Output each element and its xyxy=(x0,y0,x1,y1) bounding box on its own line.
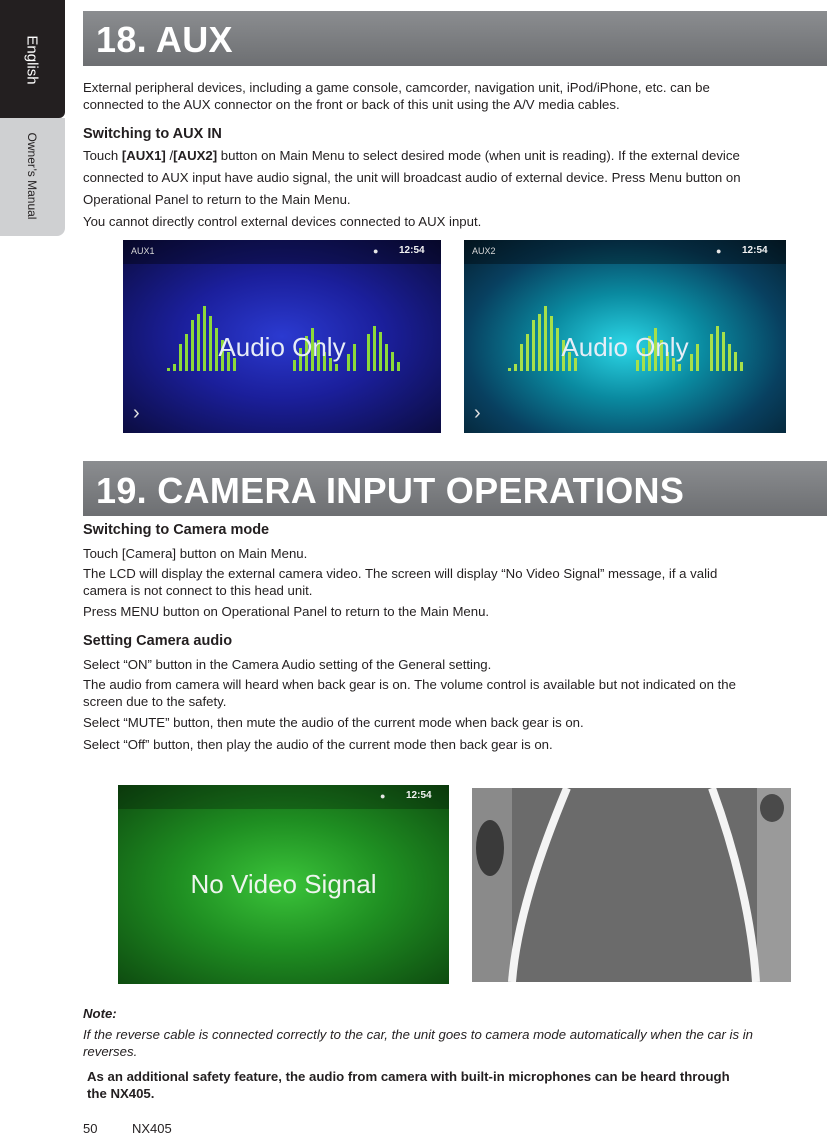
page-number: 50 xyxy=(83,1121,98,1136)
model-name: NX405 xyxy=(132,1121,172,1136)
camera-line-2: The LCD will display the external camera video. The screen will display “No Video Signal” message, if a valid camera is not connect to this head unit. xyxy=(83,566,718,598)
chevron-right-icon[interactable]: › xyxy=(474,402,481,424)
clock: 12:54 xyxy=(742,245,768,256)
camera-audio-line-4: Select “Off” button, then play the audio of the current mode then back gear is on. xyxy=(83,737,553,752)
aux-section-heading: 18. AUX xyxy=(83,11,827,66)
aux-subheading: Switching to AUX IN xyxy=(83,126,222,142)
aux-switching-paragraph: Touch [AUX1] /[AUX2] button on Main Menu to select desired mode (when unit is reading). If the external device connected to AUX input have audio signal, the unit will broadcast audio of external device. Press Menu button on Operational Panel to return to the Main Menu. You cannot directly control external devices connected to AUX input. xyxy=(83,148,741,229)
audio-only-message: Audio Only xyxy=(218,332,346,362)
safety-note: As an additional safety feature, the audio from camera with built-in microphones can be heard through the NX405. xyxy=(87,1069,730,1101)
rear-camera-view xyxy=(472,788,791,982)
camera-section-heading: 19. CAMERA INPUT OPERATIONS xyxy=(83,461,827,516)
note-label: Note: xyxy=(83,1006,117,1021)
note-text: If the reverse cable is connected correctly to the car, the unit goes to camera mode automatically when the car is in reverses. xyxy=(83,1027,753,1059)
chevron-right-icon[interactable]: › xyxy=(133,402,140,424)
aux2-screen-label: AUX2 xyxy=(472,246,496,256)
camera-line-3: Press MENU button on Operational Panel to return to the Main Menu. xyxy=(83,604,490,619)
owners-manual-tab xyxy=(0,118,65,236)
camera-audio-line-2: The audio from camera will heard when back gear is on. The volume control is available but not indicated on the screen due to the safety. xyxy=(83,677,736,709)
bluetooth-icon: ● xyxy=(380,791,386,801)
no-video-signal-message: No Video Signal xyxy=(190,869,377,899)
camera-audio-subheading: Setting Camera audio xyxy=(83,633,233,649)
owners-manual-tab-label: Owner’s Manual xyxy=(25,132,39,220)
aux2-screenshot xyxy=(464,240,786,433)
camera-audio-line-1: Select “ON” button in the Camera Audio setting of the General setting. xyxy=(83,657,492,672)
camera-line-1: Touch [Camera] button on Main Menu. xyxy=(83,546,308,561)
clock: 12:54 xyxy=(399,245,425,256)
bluetooth-icon: ● xyxy=(716,246,722,256)
camera-mode-subheading: Switching to Camera mode xyxy=(83,522,270,538)
aux-intro: External peripheral devices, including a game console, camcorder, navigation unit, iPod/iPhone, etc. can be connected to the AUX connector on the front or back of this unit using the A/V media cables. xyxy=(83,80,710,112)
aux1-screen-label: AUX1 xyxy=(131,246,155,256)
parking-guide-lines xyxy=(472,788,791,982)
no-video-screenshot xyxy=(118,785,449,984)
audio-only-message: Audio Only xyxy=(561,332,689,362)
language-tab xyxy=(0,0,65,118)
clock: 12:54 xyxy=(406,790,432,801)
bluetooth-icon: ● xyxy=(373,246,379,256)
aux1-screenshot xyxy=(123,240,441,433)
camera-audio-line-3: Select “MUTE” button, then mute the audio of the current mode when back gear is on. xyxy=(83,715,584,730)
language-tab-label: English xyxy=(23,35,41,85)
